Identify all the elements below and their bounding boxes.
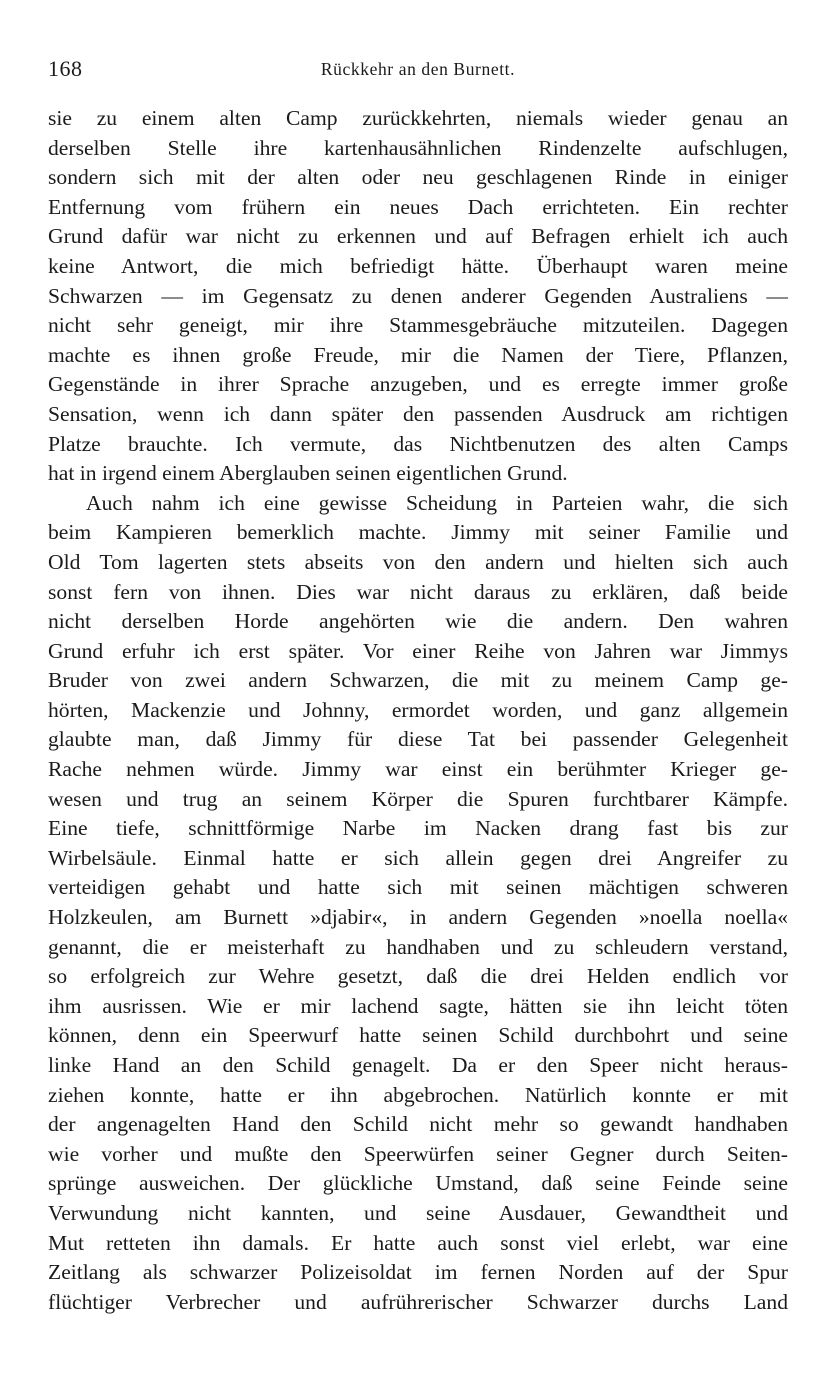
text-line: Entfernung vom frühern ein neues Dach errichteten. Ein rechter (48, 194, 788, 219)
text-line: sondern sich mit der alten oder neu geschlagenen Rinde in einiger (48, 165, 788, 190)
text-line: nicht sehr geneigt, mir ihre Stammesgebräuche mitzuteilen. Dagegen (48, 313, 788, 338)
text-line: wesen und trug an seinem Körper die Spuren furchtbarer Kämpfe. (48, 786, 788, 811)
running-title: Rückkehr an den Burnett. (320, 59, 516, 79)
text-line: Bruder von zwei andern Schwarzen, die mit zu meinem Camp ge- (48, 668, 788, 693)
text-line: Gegenstände in ihrer Sprache anzugeben, und es erregte immer große (48, 372, 788, 397)
text-line: sonst fern von ihnen. Dies war nicht daraus zu erklären, daß beide (48, 579, 788, 604)
page-header (48, 56, 788, 86)
text-line: Schwarzen — im Gegensatz zu denen anderer Gegenden Australiens — (48, 283, 788, 308)
text-line: derselben Stelle ihre kartenhausähnlichen Rindenzelte aufschlugen, (48, 135, 788, 160)
text-line: Zeitlang als schwarzer Polizeisoldat im fernen Norden auf der Spur (48, 1260, 788, 1285)
body-text (48, 104, 788, 1317)
text-line: Auch nahm ich eine gewisse Scheidung in Parteien wahr, die sich (86, 490, 788, 515)
text-line: beim Kampieren bemerklich machte. Jimmy mit seiner Familie und (48, 520, 788, 545)
text-line: Eine tiefe, schnittförmige Narbe im Nacken drang fast bis zur (48, 816, 788, 841)
text-line: Verwundung nicht kannten, und seine Ausdauer, Gewandtheit und (48, 1200, 788, 1225)
text-line: keine Antwort, die mich befriedigt hätte. Überhaupt waren meine (48, 253, 788, 278)
text-line: ihm ausrissen. Wie er mir lachend sagte, hätten sie ihn leicht töten (48, 993, 788, 1018)
text-line: verteidigen gehabt und hatte sich mit seinen mächtigen schweren (48, 875, 788, 900)
text-line: hat in irgend einem Aberglauben seinen eigentlichen Grund. (48, 461, 568, 486)
text-line: so erfolgreich zur Wehre gesetzt, daß die drei Helden endlich vor (48, 964, 788, 989)
text-line: Rache nehmen würde. Jimmy war einst ein berühmter Krieger ge- (48, 757, 788, 782)
text-line: Old Tom lagerten stets abseits von den andern und hielten sich auch (48, 549, 788, 574)
text-line: genannt, die er meisterhaft zu handhaben und zu schleudern verstand, (48, 934, 788, 959)
text-line: Grund dafür war nicht zu erkennen und auf Befragen erhielt ich auch (48, 224, 788, 249)
text-line: Sensation, wenn ich dann später den passenden Ausdruck am richtigen (48, 401, 788, 426)
text-line: sie zu einem alten Camp zurückkehrten, niemals wieder genau an (48, 106, 788, 130)
text-line: hörten, Mackenzie und Johnny, ermordet worden, und ganz allgemein (48, 697, 788, 722)
text-line: wie vorher und mußte den Speerwürfen seiner Gegner durch Seiten- (48, 1141, 788, 1166)
text-line: ziehen konnte, hatte er ihn abgebrochen. Natürlich konnte er mit (48, 1082, 788, 1107)
text-line: können, denn ein Speerwurf hatte seinen Schild durchbohrt und seine (48, 1023, 788, 1048)
paragraph-2 (48, 489, 788, 1318)
text-line: glaubte man, daß Jimmy für diese Tat bei passender Gelegenheit (48, 727, 788, 752)
text-line: Holzkeulen, am Burnett »djabir«, in andern Gegenden »noella noella« (48, 905, 788, 930)
text-line: nicht derselben Horde angehörten wie die andern. Den wahren (48, 609, 788, 634)
text-line: machte es ihnen große Freude, mir die Namen der Tiere, Pflanzen, (48, 342, 788, 367)
page-number: 168 (48, 56, 83, 81)
text-line: flüchtiger Verbrecher und aufrührerischer Schwarzer durchs Land (48, 1289, 788, 1314)
text-line: Grund erfuhr ich erst später. Vor einer Reihe von Jahren war Jimmys (48, 638, 788, 663)
text-line: Wirbelsäule. Einmal hatte er sich allein gegen drei Angreifer zu (48, 845, 788, 870)
text-line: Mut retteten ihn damals. Er hatte auch sonst viel erlebt, war eine (48, 1230, 788, 1255)
text-line: der angenagelten Hand den Schild nicht mehr so gewandt handhaben (48, 1112, 788, 1137)
paragraph-1 (48, 104, 788, 489)
text-line: Platze brauchte. Ich vermute, das Nichtbenutzen des alten Camps (48, 431, 788, 456)
text-line: sprünge ausweichen. Der glückliche Umstand, daß seine Feinde seine (48, 1171, 788, 1196)
text-line: linke Hand an den Schild genagelt. Da er den Speer nicht heraus- (48, 1053, 788, 1077)
